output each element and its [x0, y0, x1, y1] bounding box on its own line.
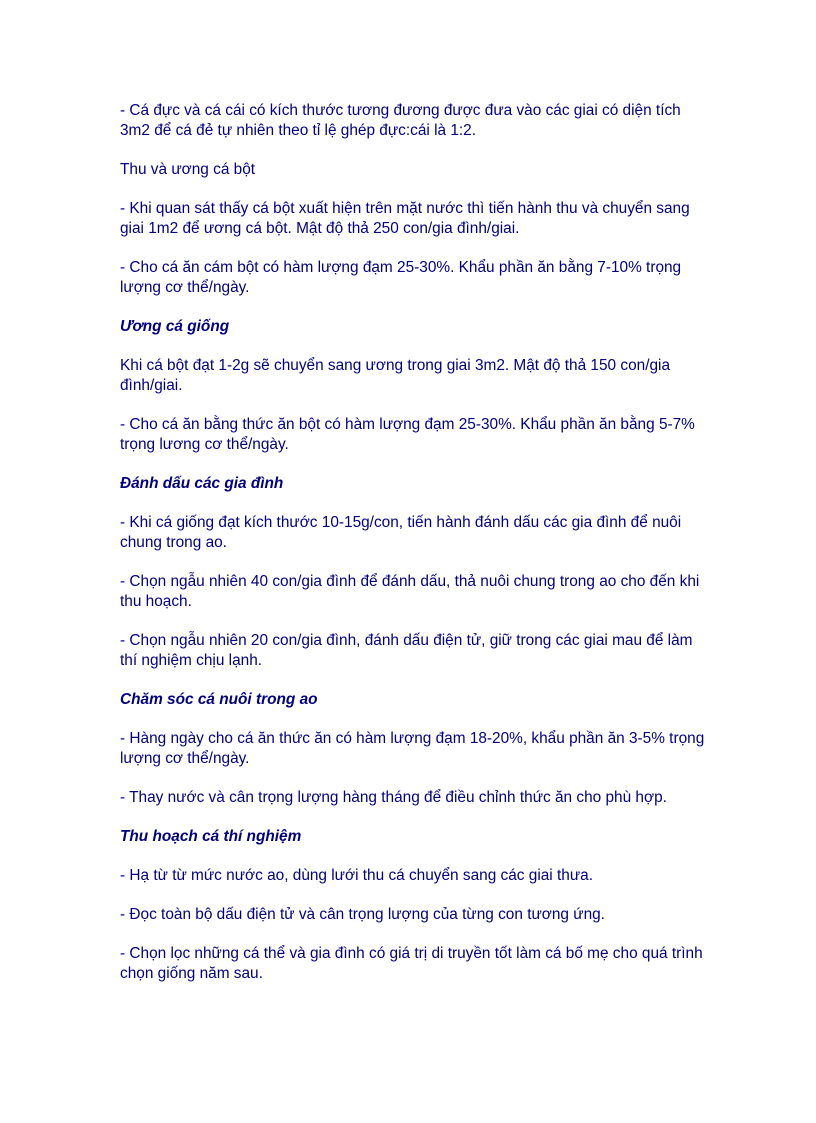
paragraph: - Hạ từ từ mức nước ao, dùng lưới thu cá chuyển sang các giai thưa. [120, 867, 593, 884]
section-heading: Đánh dấu các gia đình [120, 475, 284, 492]
paragraph: - Đọc toàn bộ dấu điện tử và cân trọng lượng của từng con tương ứng. [120, 906, 605, 923]
section-heading: Ương cá giống [120, 318, 230, 335]
paragraph: Khi cá bột đạt 1-2g sẽ chuyển sang ương trong giai 3m2. Mật độ thả 150 con/gia đình/giai. [120, 357, 671, 394]
document-body [120, 101, 710, 1003]
paragraph: - Chọn lọc những cá thể và gia đình có giá trị di truyền tốt làm cá bố mẹ cho quá trình chọn giống năm sau. [120, 945, 703, 982]
paragraph: - Chọn ngẫu nhiên 20 con/gia đình, đánh dấu điện tử, giữ trong các giai mau để làm thí nghiệm chịu lạnh. [120, 632, 693, 669]
subsection-label: Thu và ương cá bột [120, 161, 256, 178]
paragraph: - Khi quan sát thấy cá bột xuất hiện trên mặt nước thì tiến hành thu và chuyển sang giai 1m2 để ương cá bột. Mật độ thả 250 con/gia đình/giai. [120, 200, 690, 237]
paragraph: - Khi cá giống đạt kích thước 10-15g/con, tiến hành đánh dấu các gia đình để nuôi chung trong ao. [120, 514, 682, 551]
paragraph: - Cá đực và cá cái có kích thước tương đương được đưa vào các giai có diện tích 3m2 để cá đẻ tự nhiên theo tỉ lệ ghép đực:cái là 1:2. [120, 102, 681, 139]
paragraph: - Chọn ngẫu nhiên 40 con/gia đình để đánh dấu, thả nuôi chung trong ao cho đến khi thu hoạch. [120, 573, 700, 610]
paragraph: - Cho cá ăn cám bột có hàm lượng đạm 25-30%. Khẩu phần ăn bằng 7-10% trọng lượng cơ thể/ngày. [120, 259, 682, 296]
section-heading: Thu hoạch cá thí nghiệm [120, 828, 302, 845]
paragraph: - Cho cá ăn bằng thức ăn bột có hàm lượng đạm 25-30%. Khẩu phần ăn bằng 5-7% trọng lương cơ thể/ngày. [120, 416, 695, 453]
section-heading: Chăm sóc cá nuôi trong ao [120, 691, 318, 708]
paragraph: - Thay nước và cân trọng lượng hàng tháng để điều chỉnh thức ăn cho phù hợp. [120, 789, 667, 806]
paragraph: - Hàng ngày cho cá ăn thức ăn có hàm lượng đạm 18-20%, khẩu phần ăn 3-5% trọng lượng cơ thể/ngày. [120, 730, 705, 767]
